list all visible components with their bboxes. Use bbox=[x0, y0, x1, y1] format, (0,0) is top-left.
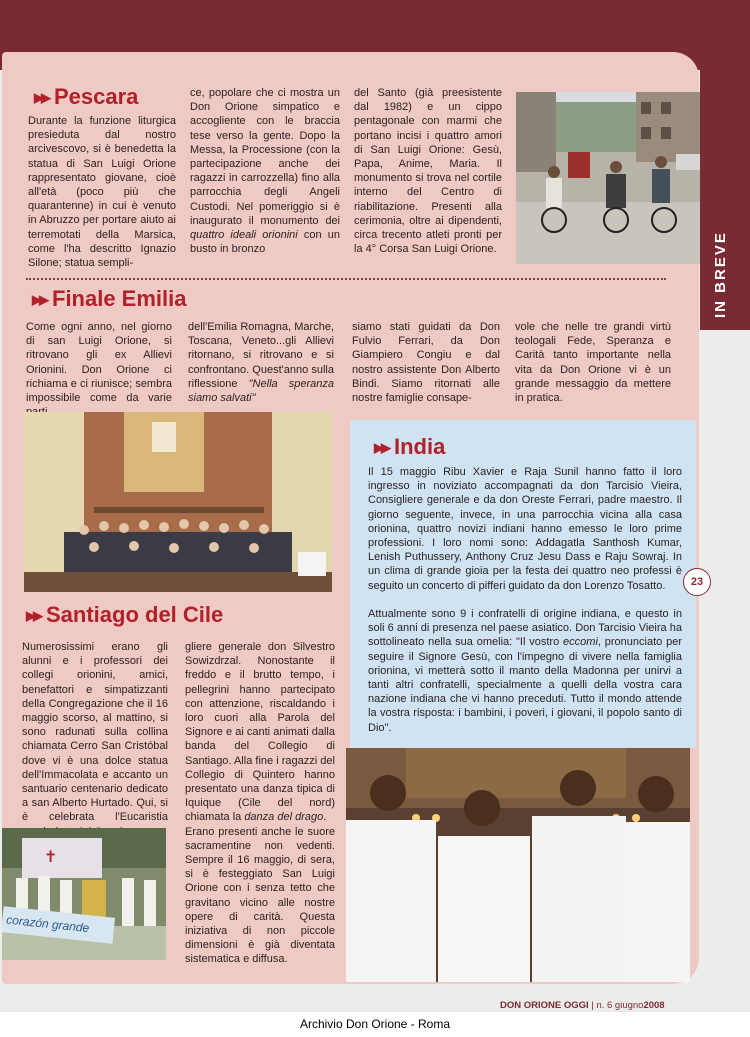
archive-caption: Archivio Don Orione - Roma bbox=[299, 1017, 451, 1031]
pescara-col3: del Santo (già preesistente dal 1982) e un cippo pentagonale con marmi che portano incisi i quattro amori di San Luigi Orione: Gesù, Papa, Anime, Maria. Il monumento si trova nel cortile interno del Centro di riabilitazione. Presenti alla cerimonia, oltre ai dipendenti, circa trecento atleti pronti per la 4° Corsa San Luigi Orione. bbox=[354, 87, 502, 256]
footer: DON ORIONE OGGI | n. 6 giugno2008 bbox=[500, 1000, 665, 1011]
section-divider bbox=[26, 278, 666, 280]
santiago-col1: Numerosissimi erano gli alunni e i professori dei collegi orionini, amici, benefattori e simpatizzanti della Congregazione che il 16 maggio scorso, al mattino, si sono radunati sulla collina chiamata Cerro San Cristóbal dove vi è una dolce statua dell'Immacolata e accanto un santuario centenario dedicato a san Alberto Hurtado. Qui, si è celebrata l'Eucaristia bbox=[22, 641, 168, 824]
finale-emilia-heading: ▶▶ Finale Emilia bbox=[32, 286, 187, 311]
santiago-mass-photo bbox=[2, 828, 166, 960]
double-arrow-icon: ▶▶ bbox=[34, 90, 48, 106]
india-paragraph-1: Il 15 maggio Ribu Xavier e Raja Sunil hanno fatto il loro ingresso in noviziato accompagnati da don Tarcisio Vieira, Consigliere generale e da don Oreste Ferrari, padre maestro. Il giorno seguente, invece, in una parrocchia vicina alla casa orionina, quattro novizi indiani hanno emesso le loro prime professioni. I loro nomi sono: Addagatla Santhosh Kumar, Lenish Puthussery, Anthony Cruz Jesu Dass e Raju Sowraj. In un clima di grande gioia per la festa dei quattro neo professi è seguito un concerto di pifferi guidato da don Lorenzo Tosatto. bbox=[368, 466, 682, 592]
india-heading: ▶▶ India bbox=[374, 434, 446, 459]
pescara-col2: ce, popolare che ci mostra un Don Orione simpatico e accogliente con le braccia tese verso la gente. Dopo la Messa, la Processione (con la partecipazione anche dei ragazzi in carrozzella) fino alla parrocchia degli Angeli Custodi. Nel pomeriggio si è inaugurato il monumento dei quattro ideali orionini con un busto in bronzo bbox=[190, 87, 340, 256]
svg-text:✝: ✝ bbox=[44, 847, 58, 866]
footer-issue: n. 6 giugno bbox=[596, 1000, 644, 1011]
finale-emilia-group-photo bbox=[24, 412, 332, 592]
double-arrow-icon: ▶▶ bbox=[26, 608, 40, 624]
santiago-heading: ▶▶ Santiago del Cile bbox=[26, 602, 224, 627]
finale-emilia-col4: vole che nelle tre grandi virtù teologali Fede, Speranza e Carità tanto importante nella vita da Don Orione vi è un grande messaggio da mettere in pratica. bbox=[515, 321, 671, 405]
india-paragraph-2: Attualmente sono 9 i confratelli di origine indiana, e questo in soli 6 anni di presenza nel paese asiatico. Don Tarcisio Vieira ha sottolineato nella sua omelia: "Il vostro eccomi, pronunciato per seguire il Signore Gesù, con l'impegno di vivere nella famiglia orionina, vi metterà sotto il manto della Madonna per unirvi a tanti altri confratelli, specialmente a quelli della vostra cara nazione indiana che vi hanno preceduti. Tutto il mondo attende la vostra risposta: i bambini, i poveri, i giovani, il popolo santo di Dio". bbox=[368, 608, 682, 734]
double-arrow-icon: ▶▶ bbox=[32, 292, 46, 308]
finale-emilia-col1: Come ogni anno, nel giorno di san Luigi Orione, si ritrovano gli ex Allievi Orionini. Don Orione ci richiama e ci riunisce; sembra impossibile come da varie bbox=[26, 321, 172, 405]
pescara-procession-photo bbox=[516, 92, 700, 264]
pescara-heading: ▶▶ Pescara bbox=[34, 84, 139, 109]
santiago-col2: gliere generale don Silvestro Sowizdrzal. Nonostante il freddo e il brutto tempo, i pellegrini hanno partecipato con attenzione, riscaldando i loro cuori alla Parola del Signore e ai canti animati dalla banda del Collegio di Santiago. Alla fine i ragazzi del Collegio di Quintero hanno presentato una danza tipica di Iquique (Cile del nord) chiamata la danza del drago. Erano presenti anche le suore sacramentine non vedenti. Sempre il 16 maggio, di sera, si è festeggiato San Luigi Orione con i senza tetto che gravitano vicino alle nostre opere di carità. Questa iniziativa di non piccole dimensioni è già diventata sistematica e diffusa. bbox=[185, 641, 335, 966]
footer-year: 2008 bbox=[643, 1000, 665, 1011]
double-arrow-icon: ▶▶ bbox=[374, 440, 388, 456]
footer-magazine: DON ORIONE OGGI bbox=[500, 1000, 589, 1011]
finale-emilia-col2: dell'Emilia Romagna, Marche, Toscana, Veneto...gli Allievi ritornano, si ritrovano e si confrontano. Quest'anno sulla riflessione "Nella speranza siamo salvati" bbox=[188, 321, 335, 405]
banner-text: corazón grande bbox=[2, 906, 115, 944]
india-novices-photo bbox=[346, 748, 690, 982]
section-tab-label: IN BREVE bbox=[712, 231, 729, 319]
page-number: 23 bbox=[683, 568, 711, 596]
pescara-col1: Durante la funzione liturgica presieduta dal nostro arcivescovo, si è benedetta la statua di San Luigi Orione rappresentato giovane, cioè all'età (poco più che quarantenne) in cui è venuto in Abruzzo per portare aiuto ai terremotati della Marsica, come l'ha descritto Ignazio Silone; statua sempli- bbox=[28, 115, 176, 270]
finale-emilia-col3: siamo stati guidati da Don Fulvio Ferrari, da Don Giampiero Congiu e dal nostro assistente Don Alberto Bindi. Siamo ritornati alle nostre famiglie consape- bbox=[352, 321, 500, 405]
